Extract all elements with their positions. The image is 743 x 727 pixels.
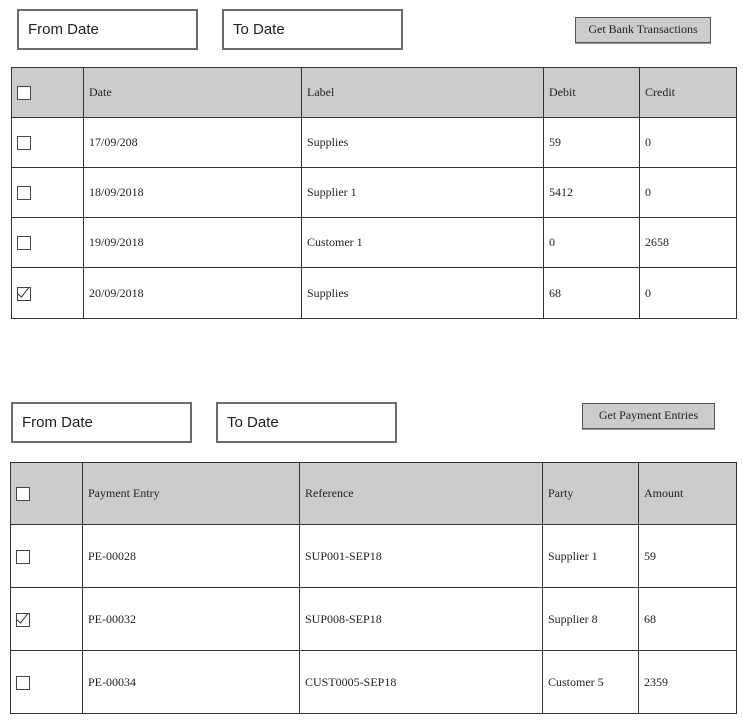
label-cell: Supplier 1	[302, 168, 544, 218]
table-row	[12, 268, 737, 319]
table-header-row	[11, 463, 737, 525]
payment-entry-cell: PE-00028	[83, 525, 300, 588]
payment-entry-cell: PE-00034	[83, 651, 300, 714]
column-header-credit[interactable]: Credit	[640, 68, 737, 118]
row-checkbox[interactable]	[16, 676, 30, 690]
table-row	[12, 168, 737, 218]
reference-cell: CUST0005-SEP18	[300, 651, 543, 714]
amount-cell: 59	[639, 525, 737, 588]
column-header-date[interactable]: Date	[84, 68, 302, 118]
column-header-amount[interactable]: Amount	[639, 463, 737, 525]
label-cell: Customer 1	[302, 218, 544, 268]
row-checkbox-checked[interactable]	[16, 613, 30, 627]
select-all-cell	[11, 463, 83, 525]
column-header-reference[interactable]: Reference	[300, 463, 543, 525]
select-all-cell	[12, 68, 84, 118]
party-cell: Customer 5	[543, 651, 639, 714]
reference-cell: SUP001-SEP18	[300, 525, 543, 588]
row-checkbox-checked[interactable]	[17, 287, 31, 301]
amount-cell: 2359	[639, 651, 737, 714]
amount-cell: 68	[639, 588, 737, 651]
bank-from-date-input[interactable]: From Date	[17, 9, 198, 50]
get-payment-entries-button[interactable]: Get Payment Entries	[582, 403, 715, 429]
table-row	[11, 525, 737, 588]
debit-cell: 0	[544, 218, 640, 268]
payment-entries-table	[10, 462, 737, 714]
label-cell: Supplies	[302, 118, 544, 168]
party-cell: Supplier 1	[543, 525, 639, 588]
table-header-row	[12, 68, 737, 118]
label-cell: Supplies	[302, 268, 544, 319]
date-cell: 18/09/2018	[84, 168, 302, 218]
payment-entry-cell: PE-00032	[83, 588, 300, 651]
row-checkbox[interactable]	[16, 550, 30, 564]
party-cell: Supplier 8	[543, 588, 639, 651]
column-header-party[interactable]: Party	[543, 463, 639, 525]
date-cell: 20/09/2018	[84, 268, 302, 319]
row-checkbox[interactable]	[17, 236, 31, 250]
bank-to-date-input[interactable]: To Date	[222, 9, 403, 50]
payment-to-date-input[interactable]: To Date	[216, 402, 397, 443]
credit-cell: 2658	[640, 218, 737, 268]
table-row	[11, 588, 737, 651]
debit-cell: 59	[544, 118, 640, 168]
select-all-checkbox[interactable]	[16, 487, 30, 501]
get-bank-transactions-button[interactable]: Get Bank Transactions	[575, 17, 711, 43]
column-header-debit[interactable]: Debit	[544, 68, 640, 118]
reference-cell: SUP008-SEP18	[300, 588, 543, 651]
row-checkbox[interactable]	[17, 186, 31, 200]
row-checkbox[interactable]	[17, 136, 31, 150]
debit-cell: 68	[544, 268, 640, 319]
select-all-checkbox[interactable]	[17, 86, 31, 100]
column-header-label[interactable]: Label	[302, 68, 544, 118]
credit-cell: 0	[640, 268, 737, 319]
debit-cell: 5412	[544, 168, 640, 218]
date-cell: 19/09/2018	[84, 218, 302, 268]
payment-from-date-input[interactable]: From Date	[11, 402, 192, 443]
table-row	[11, 651, 737, 714]
date-cell: 17/09/208	[84, 118, 302, 168]
credit-cell: 0	[640, 168, 737, 218]
table-row	[12, 218, 737, 268]
credit-cell: 0	[640, 118, 737, 168]
column-header-payment-entry[interactable]: Payment Entry	[83, 463, 300, 525]
bank-transactions-table	[11, 67, 737, 319]
table-row	[12, 118, 737, 168]
